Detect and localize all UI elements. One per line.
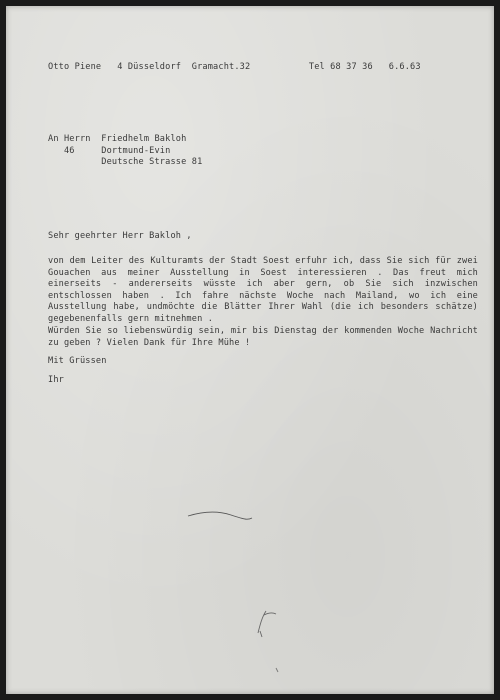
signoff: Ihr <box>48 375 64 385</box>
letter-header <box>48 62 421 73</box>
recipient-line-1: An Herrn Friedhelm Bakloh <box>48 134 187 144</box>
pencil-dot-mark <box>272 664 284 676</box>
pencil-scribble-mark <box>246 601 286 641</box>
letter-date: 6.6.63 <box>388 62 421 72</box>
recipient-line-2: 46 Dortmund-Evin <box>48 145 171 156</box>
recipient-address <box>48 134 202 169</box>
closing: Mit Grüssen <box>48 356 107 366</box>
letter-page <box>6 6 494 694</box>
sender-phone: Tel 68 37 36 <box>308 62 373 72</box>
pencil-stroke-mark <box>186 506 256 526</box>
body-paragraph-1: von dem Leiter des Kulturamts der Stadt Soest erfuhr ich, dass Sie sich für zwei Gouachen aus meiner Ausstellung in Soest interessieren . Das freut mich einerseits - andererseits wüsste ich aber gern, ob Sie sich inzwischen entschlossen haben . Ich fahre nächste Woche nach Mailand, wo ich eine Ausstellung habe, undmöchte die Blätter Ihrer Wahl (die ich besonders schätze) gegebenenfalls gern mitnehmen . <box>48 256 478 324</box>
recipient-line-3: Deutsche Strasse 81 <box>48 157 203 167</box>
salutation: Sehr geehrter Herr Bakloh , <box>48 231 192 241</box>
body-paragraph-2: Würden Sie so liebenswürdig sein, mir bis Dienstag der kommenden Woche Nachricht zu geben ? Vielen Dank für Ihre Mühe ! <box>48 326 478 348</box>
sender-address: Otto Piene 4 Düsseldorf Gramacht.32 <box>48 62 251 72</box>
